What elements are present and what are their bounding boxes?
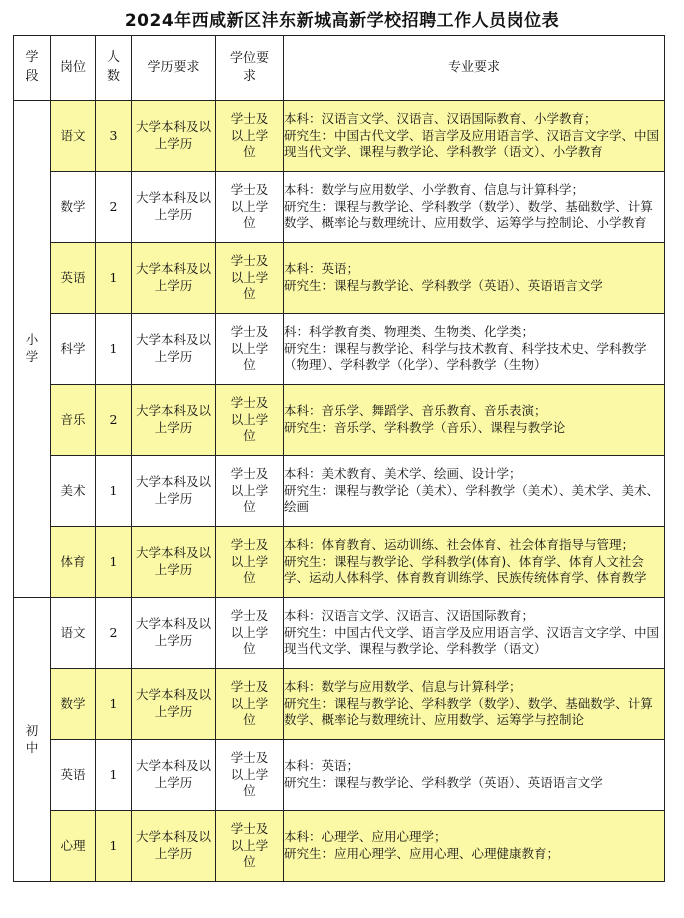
major-cell	[284, 314, 665, 385]
position-cell: 体育	[51, 527, 96, 598]
major-line: 本科：汉语言文学、汉语言、汉语国际教育；	[284, 607, 535, 623]
education-cell-text: 大学本科及以上学历	[135, 261, 211, 293]
count-cell: 2	[96, 598, 132, 669]
table-row	[14, 456, 665, 527]
degree-cell-text: 学士及以上学位	[230, 252, 269, 302]
table-header-row	[14, 36, 665, 101]
major-line: 科：科学教育类、物理类、生物类、化学类；	[284, 323, 535, 339]
position-cell: 美术	[51, 456, 96, 527]
position-cell: 音乐	[51, 385, 96, 456]
education-cell	[132, 740, 216, 811]
table-row	[14, 243, 665, 314]
degree-cell	[216, 456, 284, 527]
major-line: 本科：数学与应用数学、小学教育、信息与计算科学；	[284, 181, 585, 197]
major-line: 研究生：课程与教学论、学科教学（英语）、英语语言文学	[284, 775, 603, 790]
count-cell: 1	[96, 527, 132, 598]
table-row	[14, 385, 665, 456]
major-cell	[284, 669, 665, 740]
degree-cell-text: 学士及以上学位	[230, 749, 269, 799]
major-cell	[284, 811, 665, 882]
page-title: 2024年西咸新区沣东新城高新学校招聘工作人员岗位表	[124, 11, 560, 31]
major-line: 本科：心理学、应用心理学；	[284, 829, 447, 845]
education-cell-text: 大学本科及以上学历	[135, 829, 211, 861]
education-cell	[132, 101, 216, 172]
major-cell	[284, 740, 665, 811]
education-cell-text: 大学本科及以上学历	[135, 332, 211, 364]
degree-cell	[216, 385, 284, 456]
major-line: 研究生：应用心理学、应用心理、心理健康教育；	[284, 846, 560, 861]
header-stage: 学段	[14, 36, 51, 101]
degree-cell	[216, 101, 284, 172]
position-cell: 数学	[51, 172, 96, 243]
education-cell-text: 大学本科及以上学历	[135, 474, 211, 506]
degree-cell-text: 学士及以上学位	[230, 110, 269, 160]
major-line: 研究生：课程与教学论、学科教学(体育)、体育学、体育人文社会学、运动人体科学、体育教育训练学、民族传统体育学、体育教学	[284, 553, 647, 586]
major-line: 研究生：课程与教学论、学科教学（数学）、数学、基础数学、计算数学、概率论与数理统计、应用数学、运筹学与控制论、小学教育	[284, 198, 653, 231]
major-line: 本科：体育教育、运动训练、社会体育、社会体育指导与管理；	[284, 536, 635, 552]
education-cell	[132, 243, 216, 314]
major-cell	[284, 598, 665, 669]
position-cell: 科学	[51, 314, 96, 385]
header-education: 学历要求	[132, 36, 216, 101]
degree-cell-text: 学士及以上学位	[230, 323, 269, 373]
major-line: 研究生：中国古代文学、语言学及应用语言学、汉语言文字学、中国现当代文学、课程与教学论、学科教学（语文）	[284, 624, 660, 657]
positions-table	[13, 35, 665, 882]
major-line: 本科：音乐学、舞蹈学、音乐教育、音乐表演；	[284, 403, 547, 419]
education-cell	[132, 456, 216, 527]
degree-cell-text: 学士及以上学位	[230, 181, 269, 231]
major-line: 研究生：课程与教学论、科学与技术教育、科学技术史、学科教学（物理）、学科教学（化学）、学科教学（生物）	[284, 340, 647, 373]
table-row	[14, 527, 665, 598]
education-cell-text: 大学本科及以上学历	[135, 119, 211, 151]
major-cell	[284, 385, 665, 456]
count-cell: 2	[96, 385, 132, 456]
stage-label: 小学	[25, 332, 39, 364]
position-cell: 语文	[51, 598, 96, 669]
degree-cell	[216, 527, 284, 598]
education-cell-text: 大学本科及以上学历	[135, 403, 211, 435]
major-line: 本科：英语；	[284, 261, 360, 277]
table-row	[14, 598, 665, 669]
major-line: 本科：数学与应用数学、信息与计算科学；	[284, 678, 522, 694]
education-cell-text: 大学本科及以上学历	[135, 616, 211, 648]
header-degree: 学位要求	[216, 36, 284, 101]
major-line: 本科：英语；	[284, 758, 360, 774]
degree-cell	[216, 314, 284, 385]
education-cell-text: 大学本科及以上学历	[135, 758, 211, 790]
table-row	[14, 669, 665, 740]
degree-cell	[216, 243, 284, 314]
education-cell	[132, 598, 216, 669]
major-cell	[284, 172, 665, 243]
education-cell	[132, 385, 216, 456]
education-cell	[132, 172, 216, 243]
position-cell: 语文	[51, 101, 96, 172]
degree-cell	[216, 740, 284, 811]
major-line: 研究生：音乐学、学科教学（音乐）、课程与教学论	[284, 420, 566, 435]
degree-cell-text: 学士及以上学位	[230, 536, 269, 586]
degree-cell-text: 学士及以上学位	[230, 607, 269, 657]
degree-cell	[216, 598, 284, 669]
major-line: 研究生：中国古代文学、语言学及应用语言学、汉语言文字学、中国现当代文学、课程与教学论、学科教学（语文）、小学教育	[284, 127, 660, 160]
table-row	[14, 101, 665, 172]
position-cell: 数学	[51, 669, 96, 740]
degree-cell-text: 学士及以上学位	[230, 678, 269, 728]
education-cell-text: 大学本科及以上学历	[135, 190, 211, 222]
table-row	[14, 314, 665, 385]
stage-label: 初中	[25, 722, 39, 755]
position-cell: 英语	[51, 740, 96, 811]
major-cell	[284, 456, 665, 527]
major-line: 研究生：课程与教学论、学科教学（数学）、数学、基础数学、计算数学、概率论与数理统计、应用数学、运筹学与控制论	[284, 695, 653, 728]
header-position: 岗位	[51, 36, 96, 101]
header-count: 人数	[96, 36, 132, 101]
table-row	[14, 811, 665, 882]
major-cell	[284, 527, 665, 598]
degree-cell-text: 学士及以上学位	[230, 465, 269, 515]
education-cell	[132, 314, 216, 385]
major-line: 研究生：课程与教学论、学科教学（英语）、英语语言文学	[284, 278, 603, 293]
count-cell: 1	[96, 243, 132, 314]
count-cell: 1	[96, 669, 132, 740]
major-line: 本科：汉语言文学、汉语言、汉语国际教育、小学教育；	[284, 110, 597, 126]
degree-cell-text: 学士及以上学位	[230, 820, 269, 870]
position-cell: 英语	[51, 243, 96, 314]
major-cell	[284, 243, 665, 314]
count-cell: 2	[96, 172, 132, 243]
major-line: 本科：美术教育、美术学、绘画、设计学；	[284, 465, 522, 481]
count-cell: 1	[96, 456, 132, 527]
stage-cell	[14, 598, 51, 882]
position-cell: 心理	[51, 811, 96, 882]
table-row	[14, 172, 665, 243]
degree-cell	[216, 811, 284, 882]
count-cell: 1	[96, 314, 132, 385]
education-cell-text: 大学本科及以上学历	[135, 545, 211, 577]
table-row	[14, 740, 665, 811]
header-major: 专业要求	[284, 36, 665, 101]
degree-cell	[216, 172, 284, 243]
count-cell: 1	[96, 740, 132, 811]
stage-cell	[14, 101, 51, 598]
education-cell	[132, 527, 216, 598]
count-cell: 3	[96, 101, 132, 172]
education-cell-text: 大学本科及以上学历	[135, 687, 211, 719]
table-body	[14, 101, 665, 882]
degree-cell-text: 学士及以上学位	[230, 394, 269, 444]
major-line: 研究生：课程与教学论（美术）、学科教学（美术）、美术学、美术、绘画	[284, 482, 660, 515]
major-cell	[284, 101, 665, 172]
count-cell: 1	[96, 811, 132, 882]
education-cell	[132, 669, 216, 740]
degree-cell	[216, 669, 284, 740]
education-cell	[132, 811, 216, 882]
